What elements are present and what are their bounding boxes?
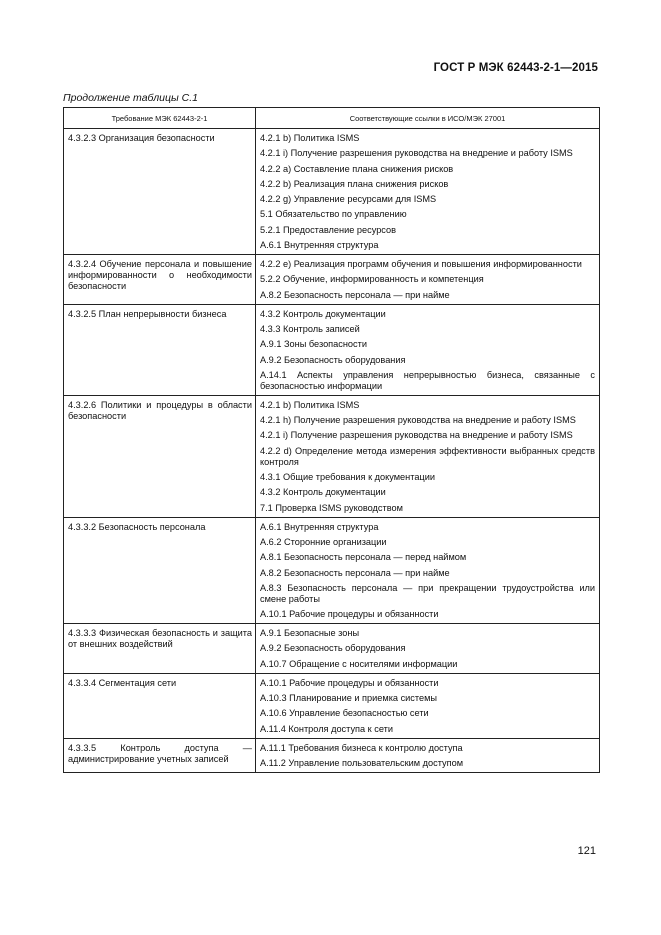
table-row: [64, 304, 600, 395]
requirement-cell: 4.3.2.5 План непрерывности бизнеса: [64, 304, 256, 395]
requirement-cell: 4.3.2.4 Обучение персонала и повышение информированности о необходимости безопасности: [64, 255, 256, 305]
table-header-row: [64, 108, 600, 129]
reference-item: 4.2.1 h) Получение разрешения руководства на внедрение и работу ISMS: [260, 415, 576, 426]
column-header-references: Соответствующие ссылки в ИСО/МЭК 27001: [256, 108, 600, 129]
reference-item: 4.3.1 Общие требования к документации: [260, 472, 435, 483]
requirement-cell: 4.3.3.2 Безопасность персонала: [64, 517, 256, 623]
reference-item: 7.1 Проверка ISMS руководством: [260, 502, 403, 513]
reference-item: А.6.1 Внутренняя структура: [260, 521, 379, 532]
reference-item: 4.2.2 d) Определение метода измерения эффективности выбранных средств контроля: [260, 445, 595, 467]
references-cell: [256, 255, 600, 305]
reference-item: А.11.2 Управление пользовательским доступом: [260, 757, 464, 768]
reference-item: 4.3.2 Контроль документации: [260, 308, 386, 319]
reference-item: А.10.6 Управление безопасностью сети: [260, 708, 429, 719]
table-row: [64, 624, 600, 674]
column-header-requirement: Требование МЭК 62443-2-1: [64, 108, 256, 129]
reference-item: 5.2.2 Обучение, информированность и компетенция: [260, 274, 484, 285]
reference-item: А.9.2 Безопасность оборудования: [260, 643, 406, 654]
table-row: [64, 673, 600, 738]
reference-item: А.10.1 Рабочие процедуры и обязанности: [260, 677, 439, 688]
reference-item: 4.2.2 e) Реализация программ обучения и повышения информированности: [260, 259, 582, 270]
references-cell: [256, 395, 600, 517]
reference-item: А.10.3 Планирование и приемка системы: [260, 693, 438, 704]
reference-item: 5.2.1 Предоставление ресурсов: [260, 224, 396, 235]
references-cell: [256, 738, 600, 772]
table-row: [64, 517, 600, 623]
reference-item: А.8.3 Безопасность персонала — при прекращении трудоустройства или смене работы: [260, 582, 595, 604]
reference-item: А.6.2 Сторонние организации: [260, 536, 387, 547]
reference-item: 4.2.2 a) Составление плана снижения рисков: [260, 163, 454, 174]
requirement-cell: 4.3.2.3 Организация безопасности: [64, 129, 256, 255]
reference-item: 4.2.2 g) Управление ресурсами для ISMS: [260, 194, 437, 205]
reference-item: А.9.1 Зоны безопасности: [260, 339, 367, 350]
references-cell: [256, 129, 600, 255]
page-number: 121: [577, 845, 596, 857]
reference-item: А.10.7 Обращение с носителями информации: [260, 658, 458, 669]
reference-item: А.8.2 Безопасность персонала — при найме: [260, 289, 450, 300]
requirement-cell: 4.3.3.5 Контроль доступа — администрирование учетных записей: [64, 738, 256, 772]
references-cell: [256, 517, 600, 623]
reference-item: 4.2.1 i) Получение разрешения руководства на внедрение и работу ISMS: [260, 430, 573, 441]
reference-item: 5.1 Обязательство по управлению: [260, 209, 407, 220]
table-row: [64, 129, 600, 255]
reference-item: А.9.1 Безопасные зоны: [260, 628, 360, 639]
reference-item: 4.3.3 Контроль записей: [260, 323, 360, 334]
references-cell: [256, 673, 600, 738]
table-caption: Продолжение таблицы С.1: [63, 92, 198, 104]
reference-item: А.14.1 Аспекты управления непрерывностью бизнеса, связанные с безопасностью информации: [260, 369, 595, 391]
reference-item: А.6.1 Внутренняя структура: [260, 240, 379, 251]
table-row: [64, 738, 600, 772]
reference-item: А.8.1 Безопасность персонала — перед наймом: [260, 552, 467, 563]
reference-item: 4.2.1 b) Политика ISMS: [260, 133, 360, 143]
reference-item: А.8.2 Безопасность персонала — при найме: [260, 567, 450, 578]
references-cell: [256, 304, 600, 395]
references-cell: [256, 624, 600, 674]
requirement-cell: 4.3.3.4 Сегментация сети: [64, 673, 256, 738]
reference-item: А.11.4 Контроля доступа к сети: [260, 723, 393, 734]
mapping-table: [63, 107, 600, 773]
reference-item: А.9.2 Безопасность оборудования: [260, 354, 406, 365]
requirement-cell: 4.3.2.6 Политики и процедуры в области безопасности: [64, 395, 256, 517]
table-row: [64, 395, 600, 517]
document-id: ГОСТ Р МЭК 62443-2-1—2015: [433, 62, 598, 74]
reference-item: 4.2.2 b) Реализация плана снижения рисков: [260, 178, 449, 189]
table-row: [64, 255, 600, 305]
reference-item: А.11.1 Требования бизнеса к контролю доступа: [260, 742, 463, 753]
reference-item: 4.3.2 Контроль документации: [260, 487, 386, 498]
reference-item: А.10.1 Рабочие процедуры и обязанности: [260, 609, 439, 620]
reference-item: 4.2.1 i) Получение разрешения руководства на внедрение и работу ISMS: [260, 148, 573, 159]
table-body: [64, 129, 600, 773]
requirement-cell: 4.3.3.3 Физическая безопасность и защита от внешних воздействий: [64, 624, 256, 674]
reference-item: 4.2.1 b) Политика ISMS: [260, 399, 360, 410]
